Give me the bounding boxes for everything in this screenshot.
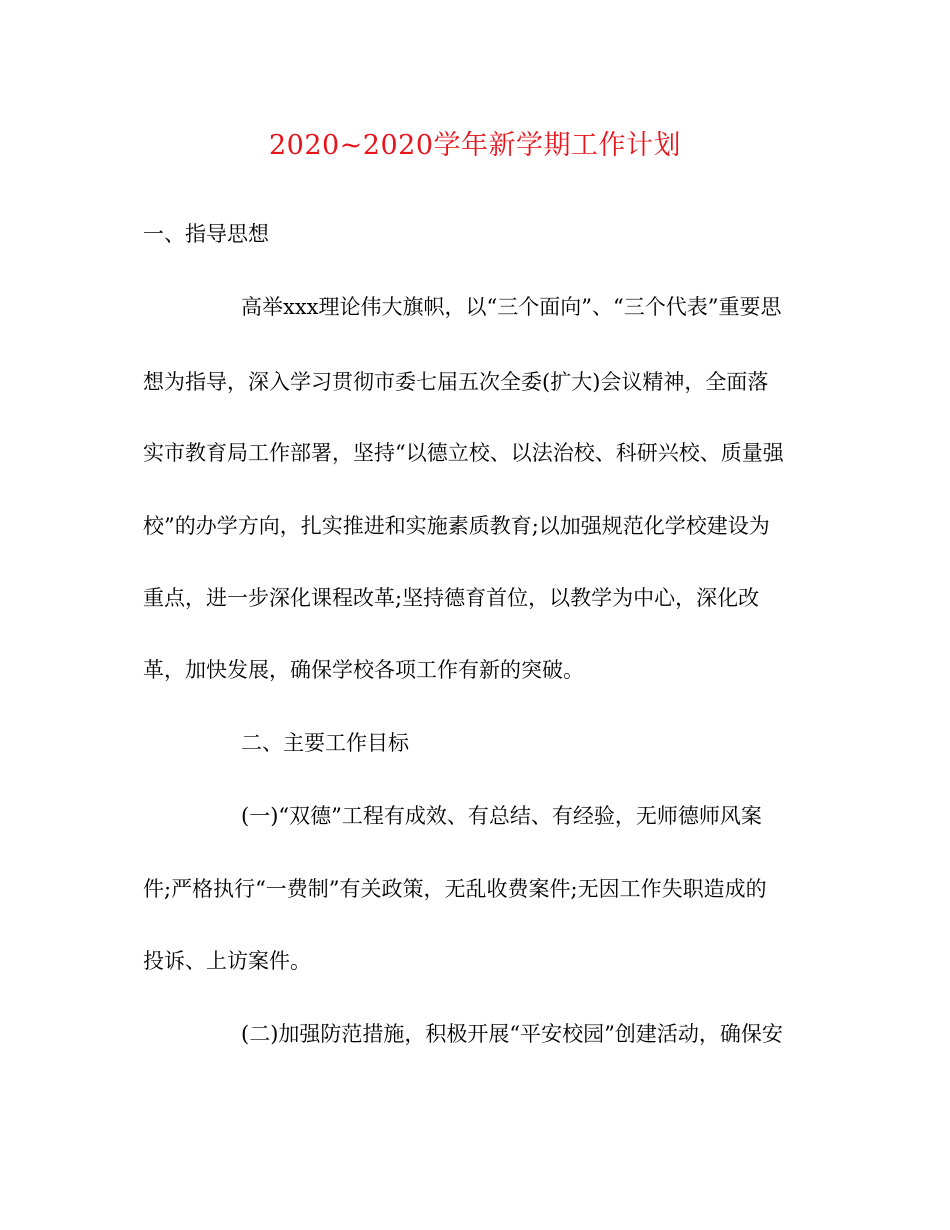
document-title: 2020~2020学年新学期工作计划 (268, 130, 682, 161)
paragraph-line: 想为指导，深入学习贯彻市委七届五次全委(扩大)会议精神，全面落 (143, 370, 769, 394)
paragraph-line: 革，加快发展，确保学校各项工作有新的突破。 (143, 658, 584, 682)
paragraph-line: 重点，进一步深化课程改革;坚持德育首位，以教学为中心，深化改 (143, 586, 760, 610)
paragraph-line: 投诉、上访案件。 (143, 949, 311, 973)
paragraph-line: 件;严格执行“一费制”有关政策，无乱收费案件;无因工作失职造成的 (143, 877, 767, 901)
section-2-heading: 二、主要工作目标 (241, 731, 409, 755)
section-1-heading: 一、指导思想 (143, 222, 269, 246)
paragraph-line: 高举xxx理论伟大旗帜，以“三个面向”、“三个代表”重要思 (241, 295, 782, 319)
paragraph-line: 校”的办学方向，扎实推进和实施素质教育;以加强规范化学校建设为 (143, 514, 770, 538)
paragraph-line: (一)“双德”工程有成效、有总结、有经验，无师德师风案 (241, 804, 762, 828)
paragraph-line: 实市教育局工作部署，坚持“以德立校、以法治校、科研兴校、质量强 (143, 441, 784, 465)
paragraph-line: (二)加强防范措施，积极开展“平安校园”创建活动，确保安 (241, 1022, 783, 1046)
